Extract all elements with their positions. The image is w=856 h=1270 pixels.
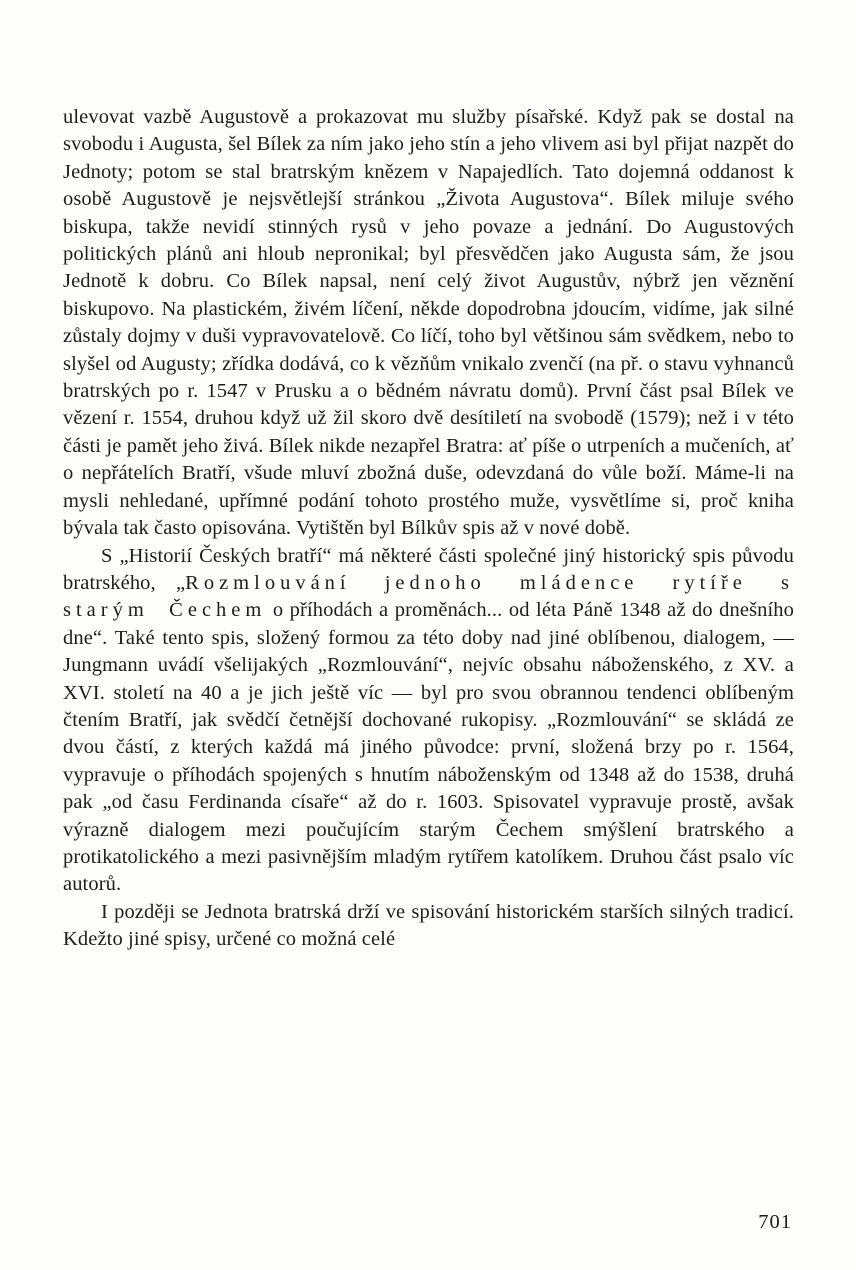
paragraph-segment-letterspaced-title: Rozmlouvání jednoho mládence rytíře s starým Čechem xyxy=(63,571,794,622)
paragraph-segment: o příhodách a proměnách... od léta Páně 1348 až do dnešního dne“. Také tento spis, složený formou za této doby nad jiné oblíbenou, dialogem, — Jungmann uvádí všelijakých „Rozmlouvání“, nejvíc obsahu náboženského, z XV. a XVI. století na 40 a je jich ještě víc — byl pro svou obrannou tendenci oblíbeným čtením Bratří, jak svědčí četnější dochované rukopisy. „Rozmlouvání“ se skládá ze dvou částí, z kterých každá má jiného původce: první, složená brzy po r. 1564, vypravuje o příhodách spojených s hnutím náboženským od 1348 až do 1538, druhá pak „od času Ferdinanda císaře“ až do r. 1603. Spisovatel vypravuje prostě, avšak výrazně dialogem mezi poučujícím starým Čechem smýšlení bratrského a protikatolického a mezi pasivnějším mladým rytířem katolíkem. Druhou část psalo víc autorů. xyxy=(63,599,795,896)
paragraph-jednota-tradice: I později se Jednota bratrská drží ve spisování historickém starších silných tradicí. Kdežto jiné spisy, určené co možná celé xyxy=(63,900,794,951)
paragraph-bilek-zivot-augustuv: ulevovat vazbě Augustově a prokazovat mu služby písařské. Když pak se dostal na svobodu i Augusta, šel Bílek za ním jako jeho stín a jeho vlivem asi byl přijat nazpět do Jednoty; potom se stal bratrským knězem v Napajedlích. Tato dojemná oddanost k osobě Augustově je nejsvětlejší stránkou „Života Augustova“. Bílek miluje svého biskupa, takže nevidí stinných rysů v jeho povaze a jednání. Do Augustových politických plánů ani hloub nepronikal; byl přesvědčen jako Augusta sám, že jsou Jednotě k dobru. Co Bílek napsal, není celý život Augustův, nýbrž jen věznění biskupovo. Na plastickém, živém líčení, někde dopodrobna jdoucím, vidíme, jak silné zůstaly dojmy v duši vypravovatelově. Co líčí, toho byl většinou sám svědkem, nebo to slyšel od Augusty; zřídka dodává, co k vězňům vnikalo zvenčí (na př. o stavu vyhnanců bratrských po r. 1547 v Prusku a o bědném návratu domů). První část psal Bílek ve vězení r. 1554, druhou když už žil skoro dvě desítiletí na svobodě (1579); než i v této části je pamět jeho živá. Bílek nikde nezapřel Bratra: ať píše o utrpeních a mučeních, ať o nepřátelích Bratří, všude mluví zbožná duše, odevzdaná do vůle boží. Máme-li na mysli nehledané, upřímné podání tohoto prostého muže, vysvětlíme si, proč kniha bývala tak často opisována. Vytištěn byl Bílkův spis až v nové době. xyxy=(63,106,794,540)
page-text-block xyxy=(63,104,794,954)
paragraph-segment: S „Historií Českých bratří“ má některé části společné jiný historický spis původu bratrského, „ xyxy=(63,544,794,594)
page-number: 701 xyxy=(758,1211,792,1233)
paragraph-rozmlouvani xyxy=(63,543,794,899)
